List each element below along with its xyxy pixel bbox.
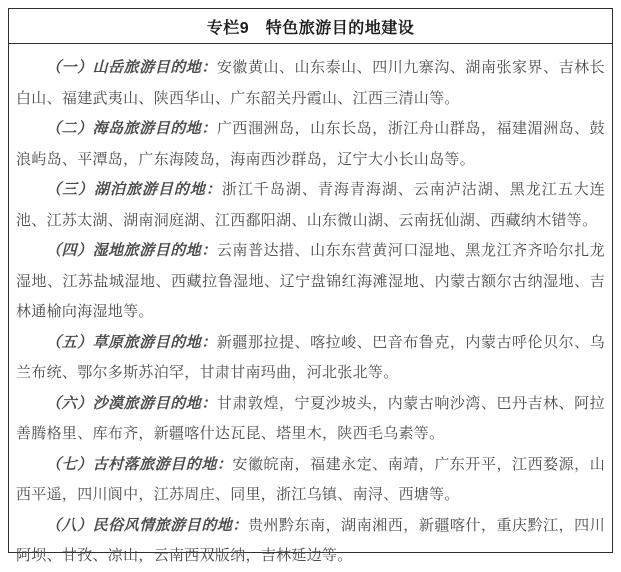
item-label: （七）古村落旅游目的地：	[46, 456, 233, 473]
item-label: （一）山岳旅游目的地：	[46, 60, 217, 76]
destination-item	[16, 511, 605, 572]
item-content: 云南普达措、山东东营黄河口湿地、黑龙江齐齐哈尔扎龙湿地、江苏盐城湿地、西藏拉鲁湿地、辽宁盘锦红海滩湿地、内蒙古额尔古纳湿地、吉林通榆向海湿地等。	[16, 242, 605, 320]
item-content: 安徽黄山、山东泰山、四川九寨沟、湖南张家界、吉林长白山、福建武夷山、陕西华山、广东韶关丹霞山、江西三清山等。	[16, 59, 605, 107]
destination-item	[16, 53, 605, 114]
destination-item	[16, 175, 605, 236]
destination-item	[16, 114, 605, 175]
item-content: 贵州黔东南，湖南湘西，新疆喀什，重庆黔江，四川阿坝、甘孜、凉山，云南西双版纳，吉林延边等。	[16, 516, 606, 564]
item-content: 甘肃敦煌，宁夏沙坡头，内蒙古响沙湾、巴丹吉林、阿拉善腾格里、库布齐，新疆喀什达瓦昆、塔里木，陕西毛乌素等。	[16, 394, 605, 442]
destination-item	[16, 389, 605, 450]
panel-body	[9, 44, 612, 572]
item-label: （六）沙漠旅游目的地：	[46, 395, 217, 412]
destination-item	[16, 236, 605, 328]
item-content: 新疆那拉提、喀拉峻、巴音布鲁克，内蒙古呼伦贝尔、乌兰布统、鄂尔多斯苏泊罕，甘肃甘南玛曲，河北张北等。	[16, 333, 605, 381]
item-label: （四）湿地旅游目的地：	[46, 243, 217, 259]
item-content: 广西涠洲岛，山东长岛，浙江舟山群岛，福建湄洲岛、鼓浪屿岛、平潭岛，广东海陵岛，海南西沙群岛，辽宁大小长山岛等。	[16, 120, 605, 168]
item-label: （八）民俗风情旅游目的地：	[46, 517, 248, 534]
panel-header	[9, 9, 612, 44]
destination-item	[16, 450, 605, 511]
item-label: （二）海岛旅游目的地：	[46, 121, 217, 137]
item-content: 安徽皖南，福建永定、南靖，广东开平，江西婺源，山西平遥，四川阆中，江苏周庄、同里，浙江乌镇、南浔、西塘等。	[16, 455, 606, 503]
panel-title: 专栏9 特色旅游目的地建设	[206, 19, 415, 37]
item-label: （三）湖泊旅游目的地：	[46, 182, 222, 198]
item-content: 浙江千岛湖、青海青海湖、云南泸沽湖、黑龙江五大连池、江苏太湖、湖南洞庭湖、江西鄱阳湖、山东微山湖、云南抚仙湖、西藏纳木错等。	[16, 181, 605, 229]
item-label: （五）草原旅游目的地：	[46, 334, 217, 351]
column-panel	[8, 8, 613, 564]
destination-item	[16, 328, 605, 389]
